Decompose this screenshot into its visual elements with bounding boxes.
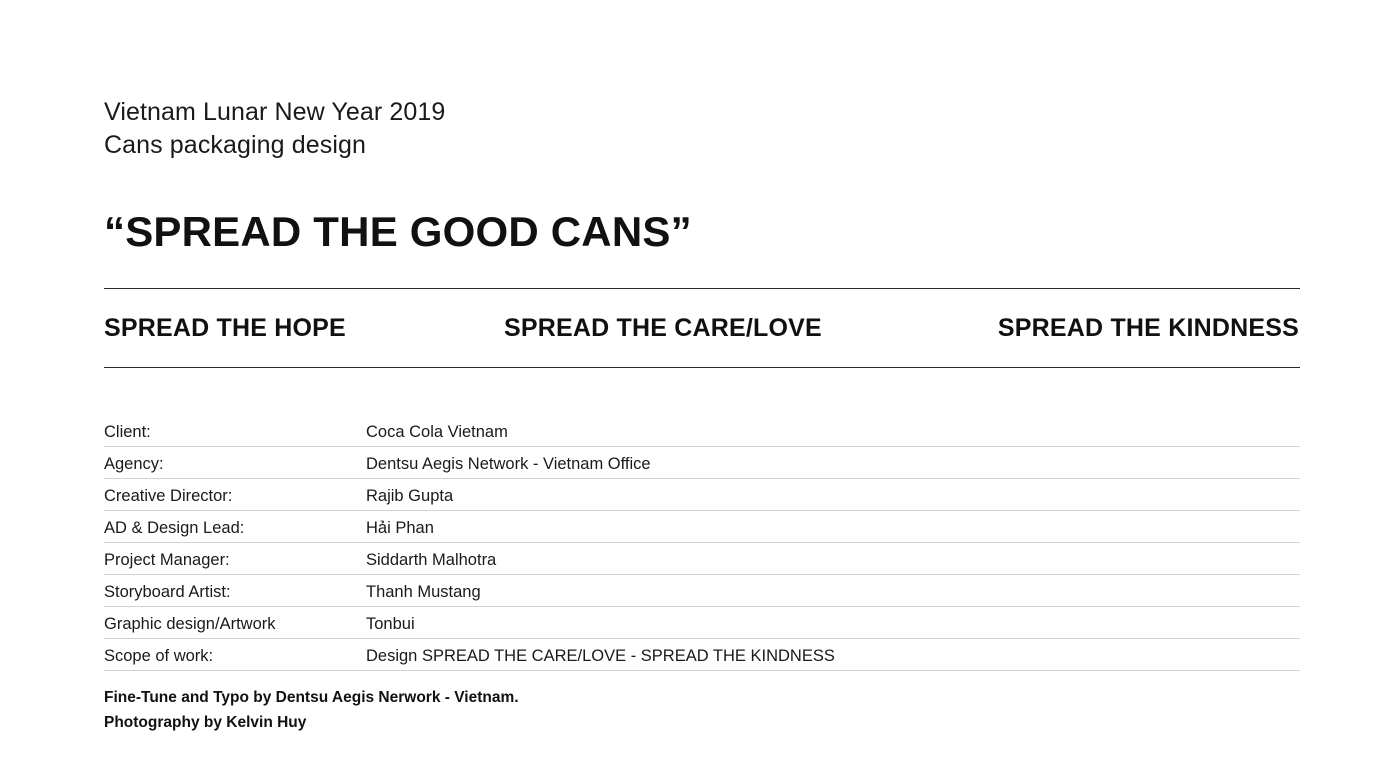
credit-value: Rajib Gupta [366, 478, 1300, 510]
credit-label: Scope of work: [104, 638, 366, 670]
credit-value: Thanh Mustang [366, 574, 1300, 606]
table-row [104, 542, 1300, 574]
credit-label: Storyboard Artist: [104, 574, 366, 606]
credit-label: Client: [104, 414, 366, 446]
credit-label: Agency: [104, 446, 366, 478]
credit-value: Dentsu Aegis Network - Vietnam Office [366, 446, 1300, 478]
credit-value: Coca Cola Vietnam [366, 414, 1300, 446]
project-subtitle-line-1: Vietnam Lunar New Year 2019 [104, 98, 446, 126]
credit-label: Creative Director: [104, 478, 366, 510]
table-row [104, 606, 1300, 638]
project-subtitle-line-2: Cans packaging design [104, 131, 366, 159]
credit-value: Tonbui [366, 606, 1300, 638]
content-column [104, 96, 1300, 735]
credit-value: Hải Phan [366, 510, 1300, 542]
credit-value: Design SPREAD THE CARE/LOVE - SPREAD THE KINDNESS [366, 638, 1300, 670]
credit-label: Project Manager: [104, 542, 366, 574]
project-subtitle [104, 96, 1300, 162]
table-row [104, 638, 1300, 670]
pillars-row [104, 288, 1300, 368]
table-row [104, 510, 1300, 542]
credit-label: Graphic design/Artwork [104, 606, 366, 638]
footnotes [104, 685, 1300, 735]
table-row [104, 478, 1300, 510]
pillar-kindness: SPREAD THE KINDNESS [997, 313, 1299, 342]
table-row [104, 574, 1300, 606]
credit-value: Siddarth Malhotra [366, 542, 1300, 574]
credits-table [104, 414, 1300, 671]
footnote-credit-line: Fine-Tune and Typo by Dentsu Aegis Nerwork - Vietnam. [104, 688, 519, 706]
credit-label: AD & Design Lead: [104, 510, 366, 542]
pillar-hope: SPREAD THE HOPE [104, 313, 346, 342]
table-row [104, 414, 1300, 446]
table-row [104, 446, 1300, 478]
page-title: “SPREAD THE GOOD CANS” [104, 208, 692, 255]
footnote-photography-line: Photography by Kelvin Huy [104, 713, 307, 731]
pillar-care-love: SPREAD THE CARE/LOVE [504, 313, 822, 342]
